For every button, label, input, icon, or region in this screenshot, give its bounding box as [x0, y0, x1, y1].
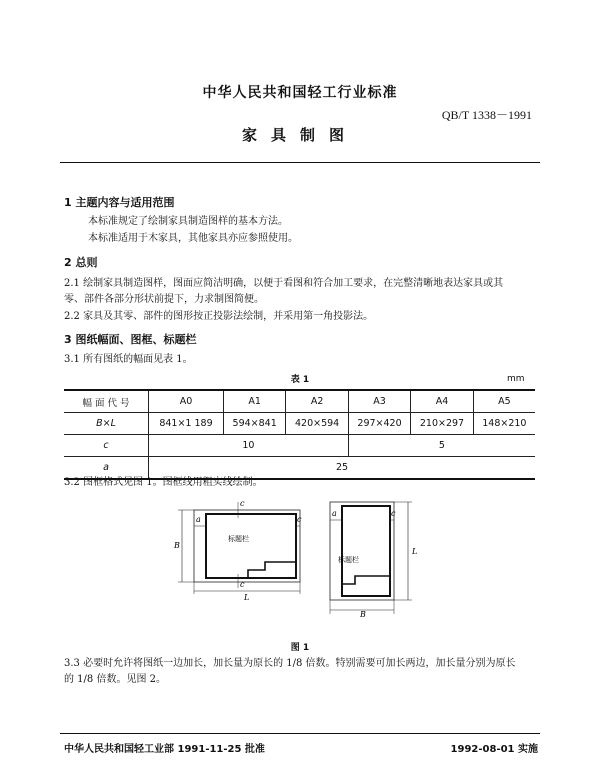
- dim-L-label: L: [412, 547, 418, 556]
- table-unit: mm: [507, 374, 525, 384]
- table-row: [64, 435, 535, 457]
- clause-3-2: 3.2 图框格式见图 1。图框线用粗实线绘制。: [64, 477, 263, 488]
- size-cell: A5: [473, 390, 535, 413]
- bl-cell: 420×594: [286, 413, 348, 435]
- dim-c-label: c: [391, 509, 396, 518]
- size-cell: A0: [149, 390, 224, 413]
- figure-1: [170, 496, 440, 618]
- bl-cell: 210×297: [411, 413, 473, 435]
- dim-B-label: B: [174, 541, 180, 550]
- portrait-sheet-outline: [330, 502, 394, 600]
- table-row: [64, 390, 535, 413]
- landscape-sheet-outline: [194, 510, 300, 582]
- header-rule: [60, 162, 540, 163]
- bl-cell: 148×210: [473, 413, 535, 435]
- paper-size-table: [64, 389, 535, 480]
- landscape-frame: [206, 514, 296, 578]
- row-label-a: a: [64, 457, 149, 480]
- row-label-c: c: [64, 435, 149, 457]
- size-cell: A2: [286, 390, 348, 413]
- c-cell: 5: [348, 435, 535, 457]
- dim-L-label: L: [244, 593, 250, 602]
- size-cell: A4: [411, 390, 473, 413]
- c-cell: 10: [149, 435, 349, 457]
- section-1-heading: 1 主题内容与适用范围: [64, 196, 175, 209]
- clause-2-1-line-1: 2.1 绘制家具制造图样，图面应简洁明确，以便于看图和符合加工要求，在完整清晰地表达家具或其: [64, 278, 504, 289]
- dim-a-label: a: [196, 515, 201, 524]
- figure-caption: 图 1: [290, 643, 310, 653]
- portrait-title-block: [342, 576, 390, 584]
- organization-title: 中华人民共和国轻工行业标准: [202, 85, 398, 101]
- section-2-heading: 2 总则: [64, 256, 98, 269]
- clause-3-1: 3.1 所有图纸的幅面见表 1。: [64, 354, 193, 365]
- dim-c-label: c: [297, 515, 302, 524]
- bl-cell: 841×1 189: [149, 413, 224, 435]
- a-cell: 25: [149, 457, 536, 480]
- title-block-label: 标题栏: [338, 556, 359, 564]
- clause-3-3-line-1: 3.3 必要时允许将图纸一边加长，加长量为原长的 1/8 倍数。特别需要可加长两边，加长量分别为原长: [64, 658, 516, 669]
- effective-date: 1992-08-01 实施: [450, 744, 538, 755]
- portrait-frame: [342, 506, 390, 596]
- landscape-title-block: [248, 562, 296, 578]
- dim-B-label: B: [360, 610, 366, 618]
- section-3-heading: 3 图纸幅面、图框、标题栏: [64, 333, 197, 346]
- row-label-bl: B×L: [64, 413, 149, 435]
- size-cell: A1: [223, 390, 285, 413]
- footer-rule: [60, 733, 540, 734]
- clause-2-1-line-2: 零、部件各部分形状前提下，力求制图简便。: [64, 294, 264, 305]
- document-title: 家具制图: [241, 126, 358, 144]
- table-header-cell: 幅 面 代 号: [64, 390, 149, 413]
- clause-2-2: 2.2 家具及其零、部件的图形按正投影法绘制，并采用第一角投影法。: [64, 311, 374, 322]
- standard-code: QB/T 1338－1991: [441, 108, 532, 122]
- title-block-label: 标题栏: [228, 535, 249, 543]
- table-row: [64, 413, 535, 435]
- section-1-paragraph-2: 本标准适用于木家具，其他家具亦应参照使用。: [88, 233, 298, 244]
- section-1-paragraph-1: 本标准规定了绘制家具制造图样的基本方法。: [88, 216, 288, 227]
- dim-a-label: a: [332, 509, 337, 518]
- dim-c-label: c: [240, 580, 245, 589]
- approval-date: 中华人民共和国轻工业部 1991-11-25 批准: [64, 744, 265, 755]
- table-caption: 表 1: [290, 375, 310, 385]
- bl-cell: 594×841: [223, 413, 285, 435]
- bl-cell: 297×420: [348, 413, 410, 435]
- size-cell: A3: [348, 390, 410, 413]
- clause-3-3-line-2: 的 1/8 倍数。见图 2。: [64, 674, 166, 685]
- dim-c-label: c: [240, 499, 245, 508]
